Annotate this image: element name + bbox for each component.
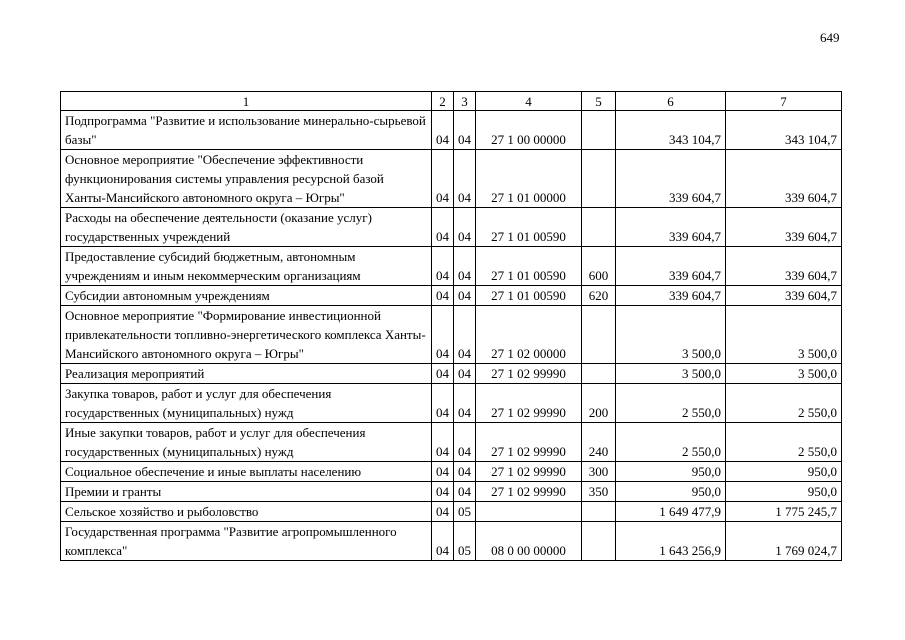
- expense-type-code-cell: [582, 208, 616, 247]
- amount-year-1-cell: 2 550,0: [616, 423, 726, 462]
- amount-year-2-cell: 2 550,0: [726, 423, 842, 462]
- amount-year-2-cell: 950,0: [726, 462, 842, 482]
- subsection-code-cell: 04: [454, 208, 476, 247]
- subsection-code-cell: 04: [454, 364, 476, 384]
- amount-year-2-cell: 3 500,0: [726, 364, 842, 384]
- expense-type-code-cell: 620: [582, 286, 616, 306]
- section-code-cell: 04: [432, 502, 454, 522]
- section-code-cell: 04: [432, 482, 454, 502]
- amount-year-1-cell: 2 550,0: [616, 384, 726, 423]
- amount-year-1-cell: 339 604,7: [616, 247, 726, 286]
- amount-year-1-cell: 339 604,7: [616, 286, 726, 306]
- row-name-cell: Основное мероприятие "Формирование инвестиционной привлекательности топливно-энергетического комплекса Ханты-Мансийского автономного округа – Югры": [61, 306, 432, 364]
- table-row: [61, 462, 842, 482]
- section-code-cell: 04: [432, 286, 454, 306]
- row-name-cell: Премии и гранты: [61, 482, 432, 502]
- row-name-cell: Реализация мероприятий: [61, 364, 432, 384]
- column-number-4: 4: [476, 92, 582, 111]
- column-number-6: 6: [616, 92, 726, 111]
- table-row: [61, 502, 842, 522]
- budget-table: [60, 91, 842, 561]
- subsection-code-cell: 04: [454, 111, 476, 150]
- expense-type-code-cell: [582, 150, 616, 208]
- target-article-code-cell: 27 1 02 99990: [476, 423, 582, 462]
- amount-year-2-cell: 343 104,7: [726, 111, 842, 150]
- target-article-code-cell: 27 1 01 00000: [476, 150, 582, 208]
- table-row: [61, 384, 842, 423]
- section-code-cell: 04: [432, 462, 454, 482]
- subsection-code-cell: 05: [454, 502, 476, 522]
- page-number: 649: [820, 30, 840, 45]
- table-row: [61, 522, 842, 561]
- subsection-code-cell: 04: [454, 247, 476, 286]
- section-code-cell: 04: [432, 208, 454, 247]
- table-row: [61, 208, 842, 247]
- expense-type-code-cell: 200: [582, 384, 616, 423]
- amount-year-2-cell: 1 769 024,7: [726, 522, 842, 561]
- amount-year-1-cell: 950,0: [616, 482, 726, 502]
- target-article-code-cell: 27 1 02 00000: [476, 306, 582, 364]
- section-code-cell: 04: [432, 150, 454, 208]
- amount-year-1-cell: 339 604,7: [616, 150, 726, 208]
- section-code-cell: 04: [432, 111, 454, 150]
- table-row: [61, 423, 842, 462]
- section-code-cell: 04: [432, 384, 454, 423]
- column-number-2: 2: [432, 92, 454, 111]
- expense-type-code-cell: [582, 111, 616, 150]
- row-name-cell: Закупка товаров, работ и услуг для обеспечения государственных (муниципальных) нужд: [61, 384, 432, 423]
- expense-type-code-cell: [582, 522, 616, 561]
- target-article-code-cell: 27 1 02 99990: [476, 482, 582, 502]
- row-name-cell: Субсидии автономным учреждениям: [61, 286, 432, 306]
- table-row: [61, 247, 842, 286]
- target-article-code-cell: 27 1 02 99990: [476, 364, 582, 384]
- table-header-row: [61, 92, 842, 111]
- column-number-5: 5: [582, 92, 616, 111]
- row-name-cell: Социальное обеспечение и иные выплаты населению: [61, 462, 432, 482]
- column-number-7: 7: [726, 92, 842, 111]
- expense-type-code-cell: [582, 502, 616, 522]
- row-name-cell: Государственная программа "Развитие агропромышленного комплекса": [61, 522, 432, 561]
- amount-year-1-cell: 950,0: [616, 462, 726, 482]
- subsection-code-cell: 04: [454, 423, 476, 462]
- target-article-code-cell: 08 0 00 00000: [476, 522, 582, 561]
- subsection-code-cell: 04: [454, 306, 476, 364]
- expense-type-code-cell: [582, 364, 616, 384]
- section-code-cell: 04: [432, 306, 454, 364]
- table-row: [61, 306, 842, 364]
- target-article-code-cell: 27 1 02 99990: [476, 462, 582, 482]
- amount-year-2-cell: 339 604,7: [726, 286, 842, 306]
- subsection-code-cell: 04: [454, 462, 476, 482]
- table-row: [61, 364, 842, 384]
- section-code-cell: 04: [432, 247, 454, 286]
- row-name-cell: Сельское хозяйство и рыболовство: [61, 502, 432, 522]
- subsection-code-cell: 05: [454, 522, 476, 561]
- expense-type-code-cell: 600: [582, 247, 616, 286]
- amount-year-1-cell: 339 604,7: [616, 208, 726, 247]
- amount-year-2-cell: 1 775 245,7: [726, 502, 842, 522]
- target-article-code-cell: 27 1 01 00590: [476, 247, 582, 286]
- column-number-3: 3: [454, 92, 476, 111]
- expense-type-code-cell: 240: [582, 423, 616, 462]
- expense-type-code-cell: 350: [582, 482, 616, 502]
- amount-year-2-cell: 950,0: [726, 482, 842, 502]
- row-name-cell: Подпрограмма "Развитие и использование минерально-сырьевой базы": [61, 111, 432, 150]
- subsection-code-cell: 04: [454, 286, 476, 306]
- target-article-code-cell: 27 1 01 00590: [476, 286, 582, 306]
- target-article-code-cell: 27 1 00 00000: [476, 111, 582, 150]
- subsection-code-cell: 04: [454, 150, 476, 208]
- row-name-cell: Расходы на обеспечение деятельности (оказание услуг) государственных учреждений: [61, 208, 432, 247]
- subsection-code-cell: 04: [454, 384, 476, 423]
- section-code-cell: 04: [432, 423, 454, 462]
- section-code-cell: 04: [432, 364, 454, 384]
- row-name-cell: Предоставление субсидий бюджетным, автономным учреждениям и иным некоммерческим организациям: [61, 247, 432, 286]
- table-row: [61, 286, 842, 306]
- table-row: [61, 111, 842, 150]
- amount-year-1-cell: 3 500,0: [616, 306, 726, 364]
- row-name-cell: Иные закупки товаров, работ и услуг для обеспечения государственных (муниципальных) нужд: [61, 423, 432, 462]
- section-code-cell: 04: [432, 522, 454, 561]
- amount-year-2-cell: 3 500,0: [726, 306, 842, 364]
- amount-year-1-cell: 343 104,7: [616, 111, 726, 150]
- row-name-cell: Основное мероприятие "Обеспечение эффективности функционирования системы управления ресурсной базой Ханты-Мансийского автономного округа – Югры": [61, 150, 432, 208]
- target-article-code-cell: [476, 502, 582, 522]
- column-number-1: 1: [61, 92, 432, 111]
- target-article-code-cell: 27 1 02 99990: [476, 384, 582, 423]
- target-article-code-cell: 27 1 01 00590: [476, 208, 582, 247]
- amount-year-2-cell: 339 604,7: [726, 208, 842, 247]
- table-row: [61, 482, 842, 502]
- table-row: [61, 150, 842, 208]
- amount-year-2-cell: 2 550,0: [726, 384, 842, 423]
- amount-year-2-cell: 339 604,7: [726, 247, 842, 286]
- subsection-code-cell: 04: [454, 482, 476, 502]
- amount-year-1-cell: 3 500,0: [616, 364, 726, 384]
- expense-type-code-cell: 300: [582, 462, 616, 482]
- amount-year-1-cell: 1 643 256,9: [616, 522, 726, 561]
- amount-year-1-cell: 1 649 477,9: [616, 502, 726, 522]
- expense-type-code-cell: [582, 306, 616, 364]
- amount-year-2-cell: 339 604,7: [726, 150, 842, 208]
